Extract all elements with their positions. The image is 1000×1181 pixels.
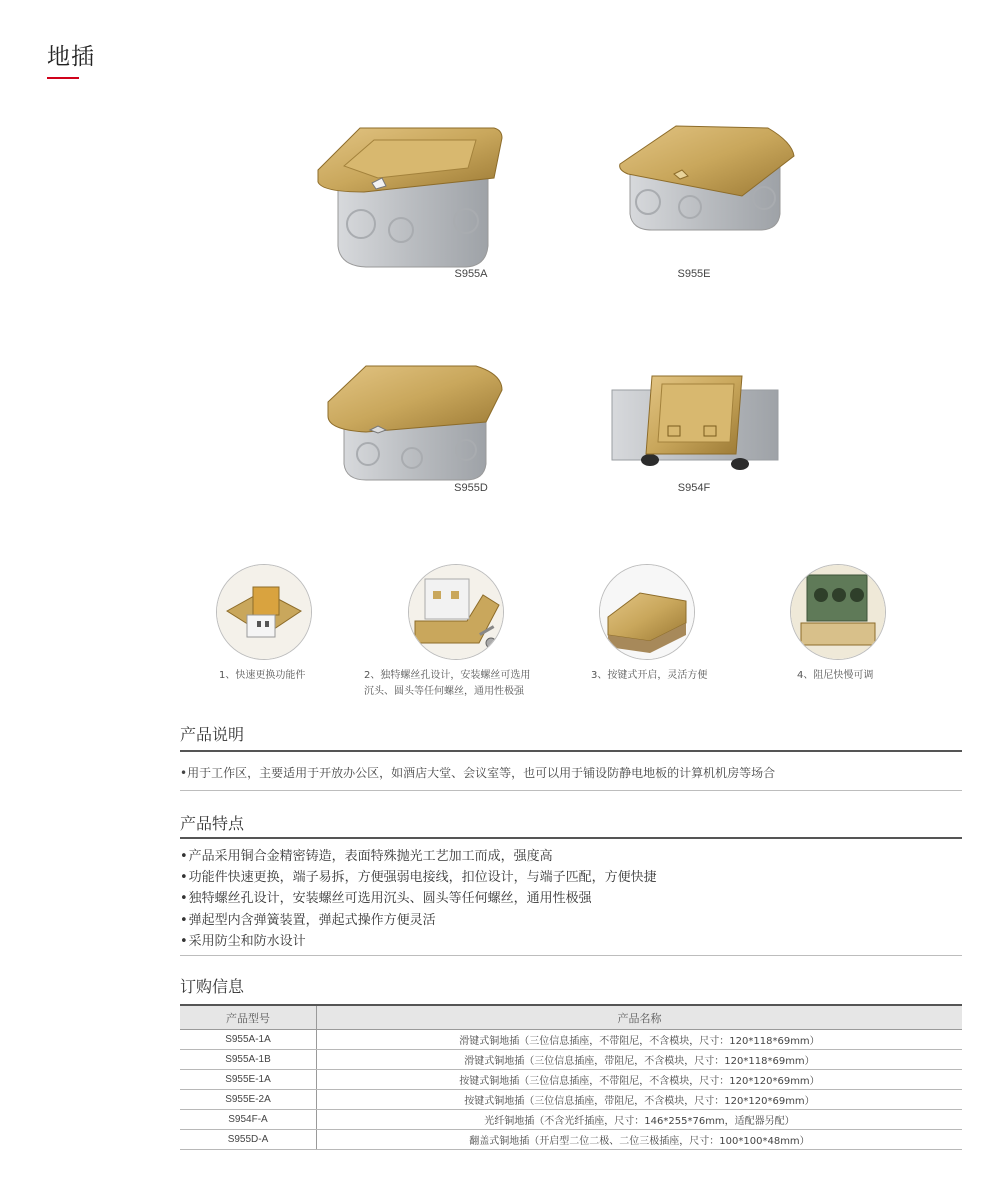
feature-image-1 [216, 564, 312, 660]
feature-caption-line: 沉头、圆头等任何螺丝，通用性极强 [364, 686, 524, 697]
socket-module-icon [217, 565, 311, 659]
title-underline [47, 77, 79, 79]
feature-caption-line: 2、独特螺丝孔设计，安装螺丝可选用 [364, 670, 531, 681]
list-item: • 弹起型内含弹簧装置，弹起式操作方便灵活 [180, 910, 657, 931]
cell-name: 滑键式铜地插（三位信息插座，不带阻尼，不含模块，尺寸：120*118*69mm） [317, 1030, 963, 1050]
section-divider [180, 837, 962, 839]
product-label: S955E [677, 268, 711, 280]
feature-image-3 [599, 564, 695, 660]
cell-name: 光纤铜地插（不含光纤插座，尺寸：146*255*76mm，适配器另配） [317, 1110, 963, 1130]
description-title: 产品说明 [180, 725, 245, 744]
cell-model: S955A-1B [180, 1050, 317, 1070]
feature-image-4 [790, 564, 886, 660]
specs-list [180, 846, 657, 952]
fiber-floor-box-icon [610, 372, 780, 480]
table-header-row [180, 1005, 962, 1030]
cell-name: 翻盖式铜地插（开启型二位二极、二位三极插座，尺寸：100*100*48mm） [317, 1130, 963, 1150]
product-label: S955A [454, 268, 488, 280]
cell-name: 滑键式铜地插（三位信息插座，带阻尼，不含模块，尺寸：120*118*69mm） [317, 1050, 963, 1070]
cell-model: S955A-1A [180, 1030, 317, 1050]
table-row [180, 1030, 962, 1050]
cell-model: S955D-A [180, 1130, 317, 1150]
table-row [180, 1090, 962, 1110]
feature-image-2 [408, 564, 504, 660]
specs-title: 产品特点 [180, 814, 245, 833]
cell-name: 按键式铜地插（三位信息插座，不带阻尼，不含模块，尺寸：120*120*69mm） [317, 1070, 963, 1090]
push-button-icon [600, 565, 694, 659]
description-text: •用于工作区，主要适用于开放办公区，如酒店大堂、会议室等，也可以用于铺设防静电地板的计算机机房等场合 [180, 766, 776, 780]
feature-caption: 4、阻尼快慢可调 [797, 670, 874, 681]
list-item: • 独特螺丝孔设计，安装螺丝可选用沉头、圆头等任何螺丝，通用性极强 [180, 888, 657, 909]
feature-caption-2 [364, 668, 530, 700]
floor-box-flip-cover-icon [326, 360, 504, 484]
section-divider [180, 790, 962, 791]
floor-box-slide-cover-icon [316, 126, 506, 271]
damping-icon [791, 565, 885, 659]
product-s954f-image [610, 372, 780, 480]
feature-caption: 1、快速更换功能件 [219, 670, 306, 681]
cell-model: S955E-2A [180, 1090, 317, 1110]
ordering-table [180, 1004, 962, 1150]
cell-model: S955E-1A [180, 1070, 317, 1090]
floor-box-button-cover-icon [618, 122, 798, 234]
product-label: S955D [454, 482, 488, 494]
ordering-title: 订购信息 [180, 977, 245, 996]
table-row [180, 1050, 962, 1070]
list-item: • 产品采用铜合金精密铸造，表面特殊抛光工艺加工而成，强度高 [180, 846, 657, 867]
feature-caption: 3、按键式开启，灵活方便 [591, 670, 708, 681]
product-s955e-image [618, 122, 798, 234]
product-s955d-image [326, 360, 504, 484]
table-row [180, 1130, 962, 1150]
table-row [180, 1070, 962, 1090]
page-title: 地插 [47, 44, 95, 70]
product-s955a-image [316, 126, 506, 271]
column-header-model: 产品型号 [180, 1005, 317, 1030]
list-item: • 采用防尘和防水设计 [180, 931, 657, 952]
table-row [180, 1110, 962, 1130]
list-item: • 功能件快速更换，端子易拆，方便强弱电接线，扣位设计，与端子匹配，方便快捷 [180, 867, 657, 888]
screw-hole-icon [409, 565, 503, 659]
cell-model: S954F-A [180, 1110, 317, 1130]
section-divider [180, 955, 962, 956]
cell-name: 按键式铜地插（三位信息插座，带阻尼，不含模块，尺寸：120*120*69mm） [317, 1090, 963, 1110]
product-label: S954F [677, 482, 711, 494]
column-header-name: 产品名称 [317, 1005, 963, 1030]
section-divider [180, 750, 962, 752]
